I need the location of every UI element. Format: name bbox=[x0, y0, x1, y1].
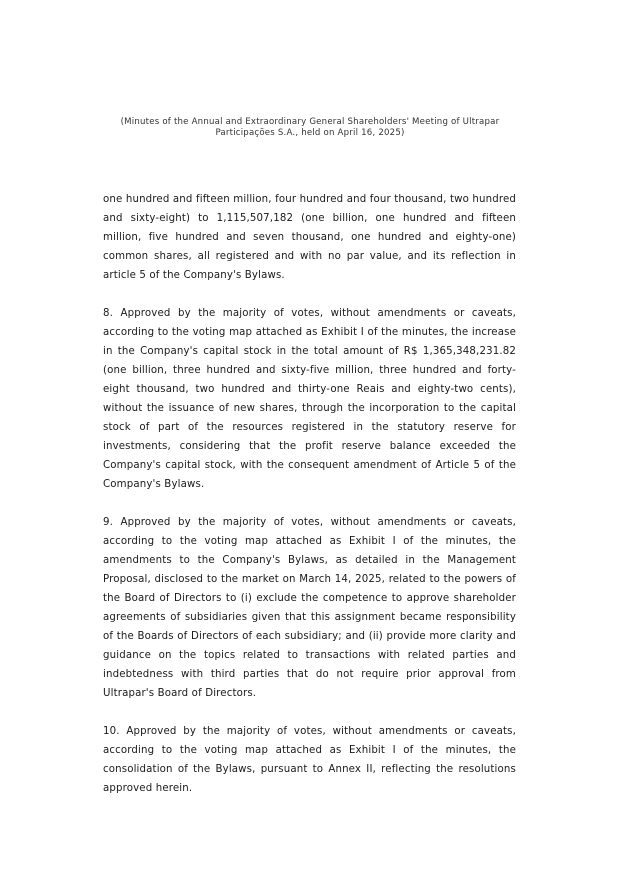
document-body bbox=[103, 190, 516, 798]
paragraph-item-10: 10. Approved by the majority of votes, without amendments or caveats, according to the voting map attached as Exhibit I of the minutes, the consolidation of the Bylaws, pursuant to Annex II, reflecting the resolutions approved herein. bbox=[103, 726, 516, 794]
paragraph-item-9: 9. Approved by the majority of votes, without amendments or caveats, according to the voting map attached as Exhibit I of the minutes, the amendments to the Company's Bylaws, as detailed in the Management Proposal, disclosed to the market on March 14, 2025, related to the powers of the Board of Directors to (i) exclude the competence to approve shareholder agreements of subsidiaries given that this assignment became responsibility of the Boards of Directors of each subsidiary; and (ii) provide more clarity and guidance on the topics related to transactions with related parties and indebtedness with third parties that do not require prior approval from Ultrapar's Board of Directors. bbox=[103, 517, 516, 699]
header-line-1: (Minutes of the Annual and Extraordinary General Shareholders' Meeting of Ultrapar bbox=[120, 117, 500, 127]
paragraph-continuation: one hundred and fifteen million, four hundred and four thousand, two hundred and sixty-eight) to 1,115,507,182 (one billion, one hundred and fifteen million, five hundred and seven thousand, one hundred and eighty-one) common shares, all registered and with no par value, and its reflection in article 5 of the Company's Bylaws. bbox=[103, 194, 516, 281]
header-line-2: Participações S.A., held on April 16, 2025) bbox=[215, 128, 405, 138]
paragraph-item-8: 8. Approved by the majority of votes, without amendments or caveats, according to the voting map attached as Exhibit I of the minutes, the increase in the Company's capital stock in the total amount of R$ 1,365,348,231.82 (one billion, three hundred and sixty-five million, three hundred and forty-eight thousand, two hundred and thirty-one Reais and eighty-two cents), without the issuance of new shares, through the incorporation to the capital stock of part of the resources registered in the statutory reserve for investments, considering that the profit reserve balance exceeded the Company's capital stock, with the consequent amendment of Article 5 of the Company's Bylaws. bbox=[103, 308, 516, 490]
page-header bbox=[100, 117, 520, 139]
